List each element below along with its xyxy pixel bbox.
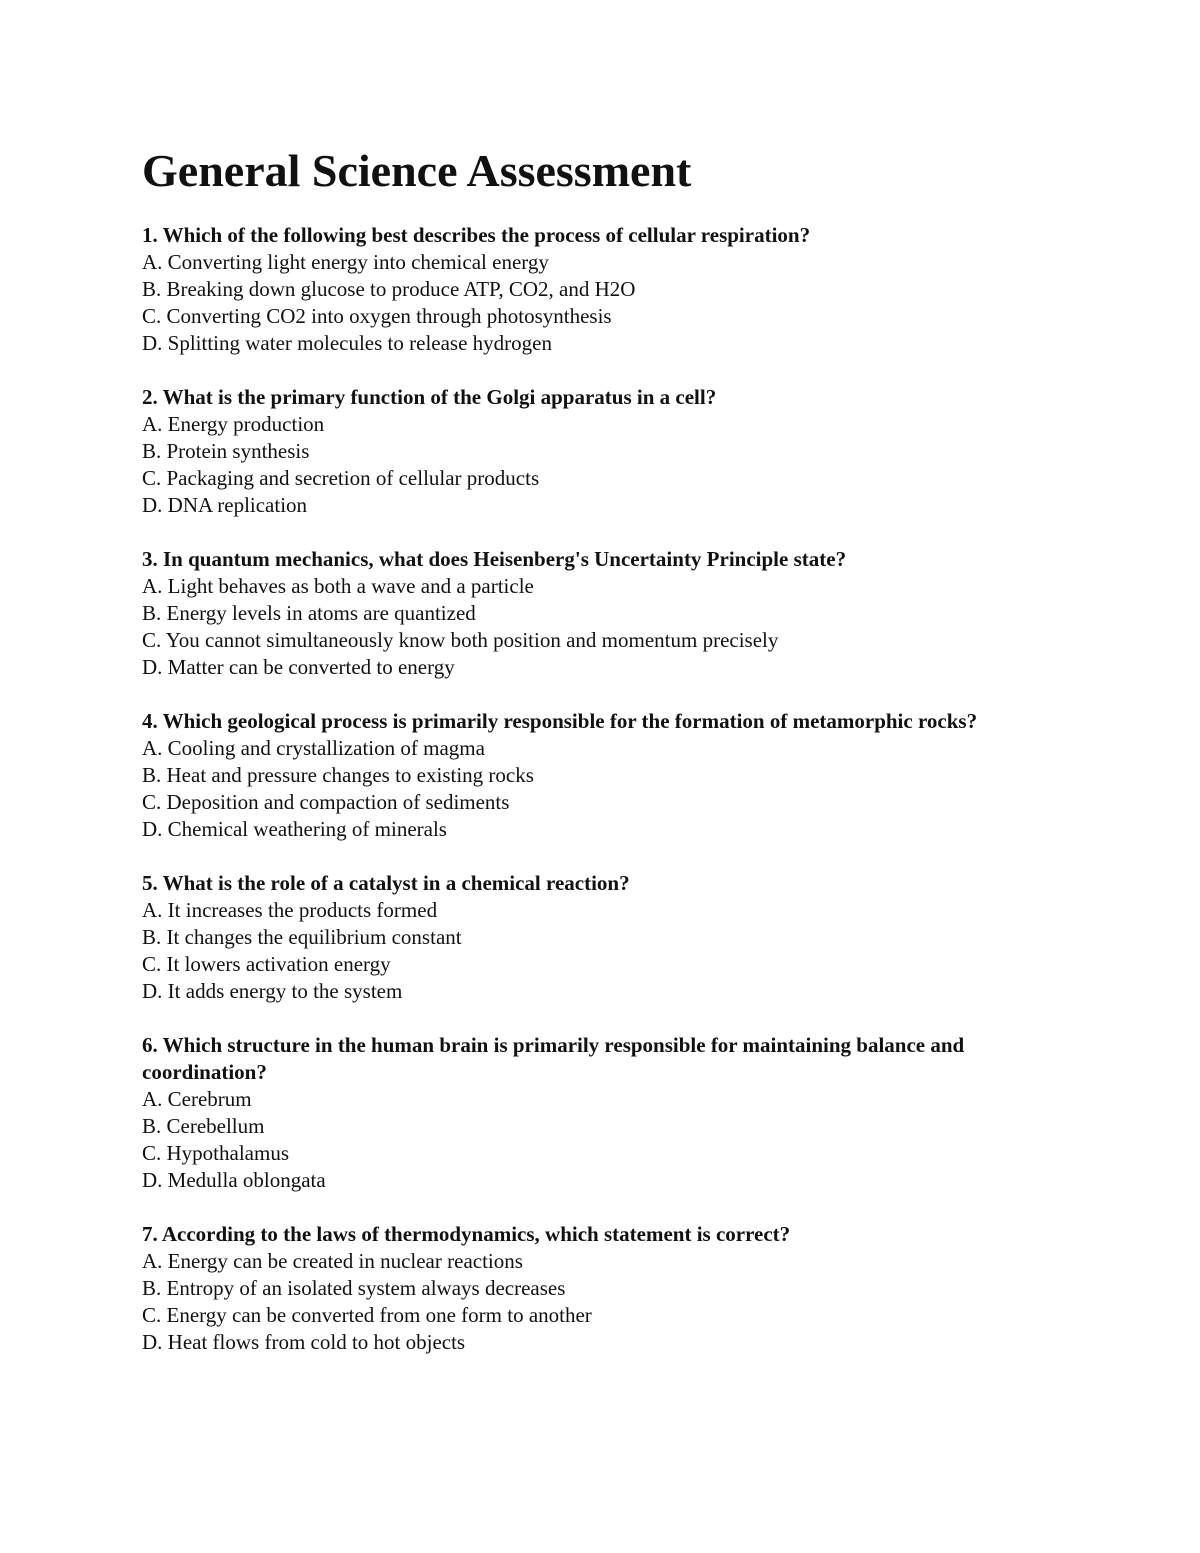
answer-option-a: A. Energy can be created in nuclear reactions xyxy=(142,1249,523,1273)
question-5 xyxy=(142,870,1042,1005)
answer-option-a: A. It increases the products formed xyxy=(142,898,438,922)
answer-option-a: A. Cooling and crystallization of magma xyxy=(142,736,485,760)
answer-option-d: D. It adds energy to the system xyxy=(142,979,403,1003)
question-6 xyxy=(142,1032,1042,1194)
answer-option-d: D. Heat flows from cold to hot objects xyxy=(142,1330,466,1354)
answer-option-c: C. Energy can be converted from one form to another xyxy=(142,1303,592,1327)
answer-option-a: A. Light behaves as both a wave and a particle xyxy=(142,574,534,598)
answer-option-b: B. Cerebellum xyxy=(142,1114,265,1138)
answer-option-b: B. Heat and pressure changes to existing rocks xyxy=(142,763,534,787)
answer-option-d: D. Medulla oblongata xyxy=(142,1168,326,1192)
question-stem: 1. Which of the following best describes the process of cellular respiration? xyxy=(142,223,811,247)
answer-option-c: C. It lowers activation energy xyxy=(142,952,391,976)
answer-option-b: B. Protein synthesis xyxy=(142,439,310,463)
answer-option-d: D. Chemical weathering of minerals xyxy=(142,817,447,841)
question-2 xyxy=(142,384,1042,519)
question-7 xyxy=(142,1221,1042,1356)
answer-option-b: B. It changes the equilibrium constant xyxy=(142,925,462,949)
page-title: General Science Assessment xyxy=(142,145,692,196)
answer-option-c: C. Packaging and secretion of cellular products xyxy=(142,466,540,490)
question-stem: 2. What is the primary function of the Golgi apparatus in a cell? xyxy=(142,385,717,409)
question-3 xyxy=(142,546,1042,681)
question-stem: 5. What is the role of a catalyst in a chemical reaction? xyxy=(142,871,630,895)
question-stem: 3. In quantum mechanics, what does Heisenberg's Uncertainty Principle state? xyxy=(142,547,847,571)
answer-option-d: D. Splitting water molecules to release hydrogen xyxy=(142,331,552,355)
answer-option-a: A. Energy production xyxy=(142,412,325,436)
question-stem: 4. Which geological process is primarily responsible for the formation of metamorphic rocks? xyxy=(142,709,978,733)
answer-option-b: B. Entropy of an isolated system always decreases xyxy=(142,1276,566,1300)
answer-option-b: B. Energy levels in atoms are quantized xyxy=(142,601,476,625)
question-stem: 6. Which structure in the human brain is primarily responsible for maintaining balance and coordination? xyxy=(142,1033,965,1084)
question-4 xyxy=(142,708,1042,843)
question-stem: 7. According to the laws of thermodynamics, which statement is correct? xyxy=(142,1222,791,1246)
answer-option-b: B. Breaking down glucose to produce ATP, CO2, and H2O xyxy=(142,277,636,301)
answer-option-d: D. DNA replication xyxy=(142,493,308,517)
document-page xyxy=(142,140,1042,1383)
answer-option-a: A. Converting light energy into chemical energy xyxy=(142,250,549,274)
answer-option-c: C. Converting CO2 into oxygen through photosynthesis xyxy=(142,304,612,328)
answer-option-c: C. Deposition and compaction of sediments xyxy=(142,790,510,814)
answer-option-d: D. Matter can be converted to energy xyxy=(142,655,455,679)
answer-option-c: C. You cannot simultaneously know both position and momentum precisely xyxy=(142,628,779,652)
answer-option-c: C. Hypothalamus xyxy=(142,1141,289,1165)
answer-option-a: A. Cerebrum xyxy=(142,1087,252,1111)
question-1 xyxy=(142,222,1042,357)
